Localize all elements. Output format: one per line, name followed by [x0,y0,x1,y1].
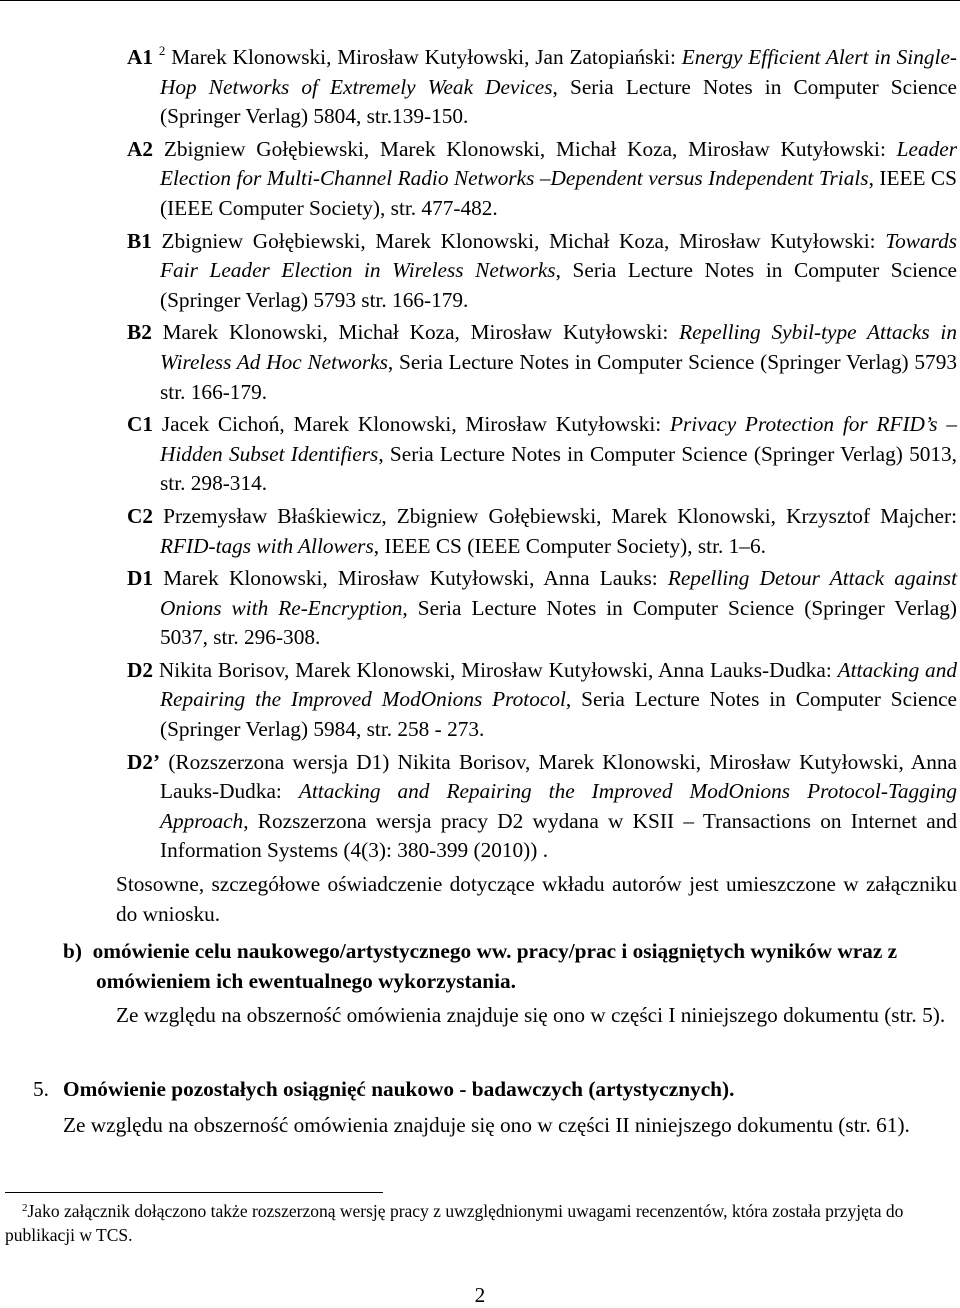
publication-title: Repelling Detour Attack against Onions with Re-Encryption [160,566,958,620]
publication-d1 [127,564,957,653]
publication-b2 [127,318,957,407]
publication-title: Attacking and Repairing the Improved ModOnions Protocol [160,657,957,712]
publication-b1 [127,227,957,316]
footnote-marker: 2 [22,1202,28,1214]
footnote-rule [5,1192,383,1193]
section-5-number: 5. [33,1077,49,1101]
footnote-text: Jako załącznik dołączono także rozszerzoną wersję pracy z uwzględnionymi uwagami recenzentów, która została przyjęta do publikacji w TCS. [5,1201,904,1245]
section-b-heading-text: omówienie celu naukowego/artystycznego ww. pracy/prac i osiągniętych wyników wraz z omówieniem ich ewentualnego wykorzystania. [92,939,898,993]
section-b-heading [63,937,957,996]
publication-authors: Nikita Borisov, Marek Klonowski, Mirosław Kutyłowski, Anna Lauks-Dudka: [158,657,838,682]
footnote [5,1199,957,1247]
section-b-body: Ze względu na obszerność omówienia znajduje się ono w części I niniejszego dokumentu (str. 5). [116,1003,946,1028]
publication-a1 [127,43,957,132]
publication-label: B1 [127,228,152,253]
statement-note: Stosowne, szczegółowe oświadczenie dotyczące wkładu autorów jest umieszczone w załączniku do wniosku. [116,872,957,926]
publication-authors: Marek Klonowski, Mirosław Kutyłowski, Jan Zatopiański: [171,45,682,69]
publication-venue: , Rozszerzona wersja pracy D2 wydana w KSII – Transactions on Internet and Information Systems (4(3): 380-399 (2010)) . [160,808,957,863]
publication-authors: Marek Klonowski, Michał Koza, Mirosław Kutyłowski: [162,320,680,345]
publication-title: Attacking and Repairing the Improved ModOnions Protocol-Tagging Approach [160,779,957,833]
publication-venue: , Seria Lecture Notes in Computer Science (Springer Verlag) 5804, str.139-150. [160,74,957,129]
publication-label: A2 [127,136,154,161]
publication-title: Towards Fair Leader Election in Wireless Networks [160,228,958,283]
section-b [63,937,957,1031]
publication-title: RFID-tags with Allowers [160,533,374,558]
section-5-heading [33,1075,957,1105]
publication-title: Repelling Sybil-type Attacks in Wireless Ad Hoc Networks [160,320,957,374]
publication-authors: Marek Klonowski, Mirosław Kutyłowski, Anna Lauks: [163,566,668,591]
publication-label: D2 [127,657,154,682]
publication-venue: , Seria Lecture Notes in Computer Science (Springer Verlag) 5984, str. 258 - 273. [160,687,957,742]
publication-d2-prime [127,748,957,866]
publication-a2 [127,135,957,224]
publication-label: A1 [127,45,154,69]
publication-label: B2 [127,320,152,345]
publication-label: D2’ [127,749,161,774]
publication-venue: , IEEE CS (IEEE Computer Society), str. 477-482. [160,166,957,220]
publication-authors: Zbigniew Gołębiewski, Marek Klonowski, Michał Koza, Mirosław Kutyłowski: [161,228,886,253]
publication-venue: , Seria Lecture Notes in Computer Science (Springer Verlag) 5037, str. 296-308. [160,595,957,650]
publication-authors: (Rozszerzona wersja D1) Nikita Borisov, Marek Klonowski, Mirosław Kutyłowski, Anna Lauks-Dudka: [160,749,957,804]
publication-title: Privacy Protection for RFID’s – Hidden Subset Identifiers [160,412,957,466]
publication-label: C2 [127,503,154,528]
publication-venue: , Seria Lecture Notes in Computer Science (Springer Verlag) 5013, str. 298-314. [160,441,957,496]
publication-title: Energy Efficient Alert in Single-Hop Networks of Extremely Weak Devices [160,45,957,99]
section-5-body: Ze względu na obszerność omówienia znajduje się ono w części II niniejszego dokumentu (str. 61). [63,1112,910,1137]
publication-venue: , Seria Lecture Notes in Computer Science (Springer Verlag) 5793 str. 166-179. [160,349,957,404]
publication-c1 [127,410,957,499]
publication-list [127,43,957,869]
top-rule [0,0,960,1]
section-5-heading-text: Omówienie pozostałych osiągnięć naukowo - badawczych (artystycznych). [63,1077,735,1101]
publication-venue: , Seria Lecture Notes in Computer Science (Springer Verlag) 5793 str. 166-179. [160,258,957,312]
section-5 [33,1075,957,1140]
publication-title: Leader Election for Multi-Channel Radio Networks –Dependent versus Independent Trials [160,136,957,191]
publication-label: C1 [127,412,154,437]
page-number: 2 [474,1283,486,1307]
publication-authors: Przemysław Błaśkiewicz, Zbigniew Gołębiewski, Marek Klonowski, Krzysztof Majcher: [163,503,957,528]
publication-c2 [127,502,957,561]
publication-venue: , IEEE CS (IEEE Computer Society), str. 1–6. [373,533,766,558]
footnote-ref: 2 [158,43,166,58]
section-b-marker: b) [63,939,82,963]
publication-label: D1 [127,566,154,591]
publication-authors: Zbigniew Gołębiewski, Marek Klonowski, Michał Koza, Mirosław Kutyłowski: [163,136,897,161]
publication-authors: Jacek Cichoń, Marek Klonowski, Mirosław Kutyłowski: [161,412,670,437]
publication-d2 [127,656,957,745]
